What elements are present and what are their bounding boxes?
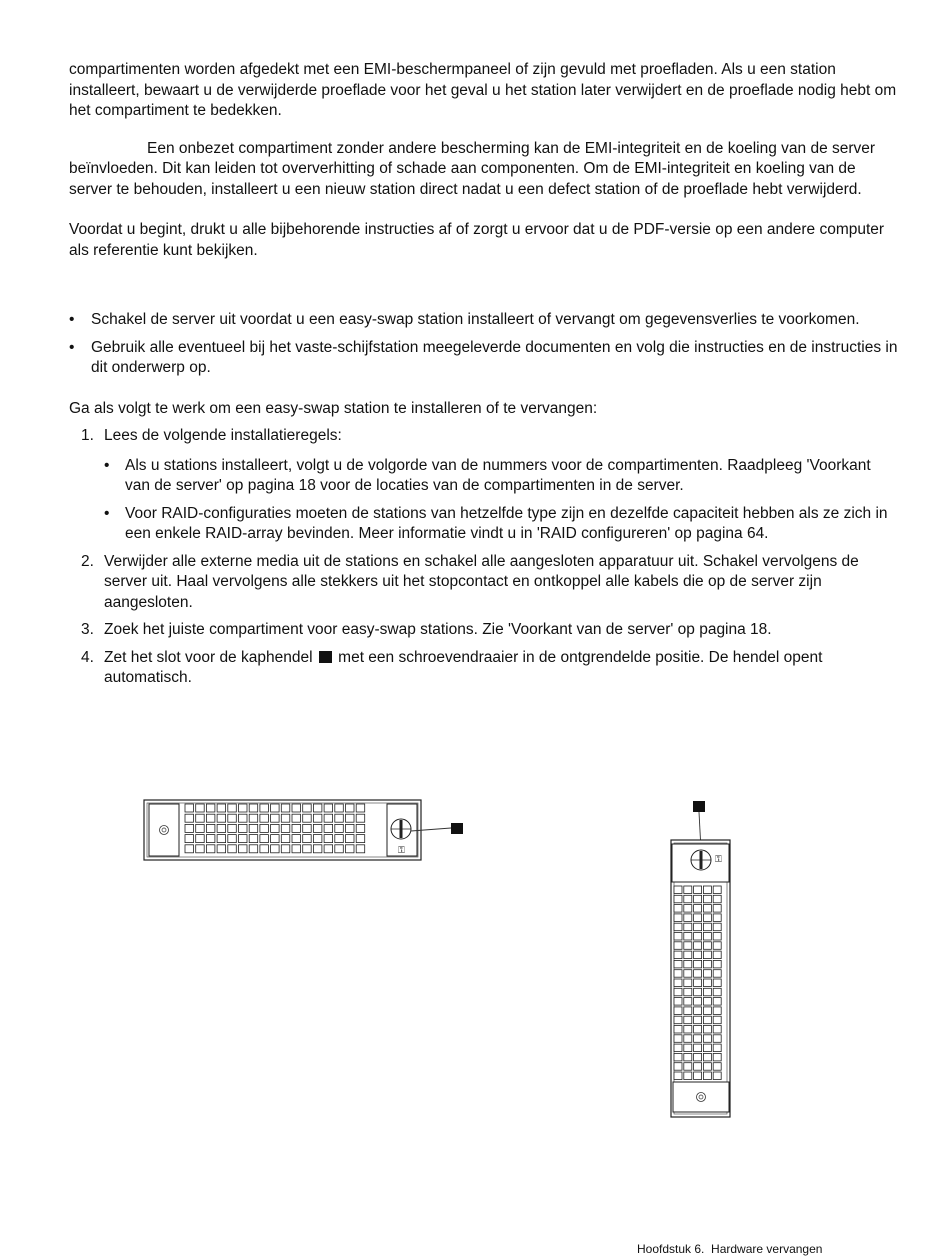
callout-marker-icon (319, 651, 332, 663)
vent-grid (185, 804, 365, 853)
horizontal-drive-illustration (140, 795, 470, 867)
step-text: Lees de volgende installatieregels: (104, 427, 342, 444)
step-3 (69, 620, 899, 641)
precaution-item: • Schakel de server uit voordat u een easy-swap station installeert of vervangt om gegevensverlies te voorkomen. (69, 310, 899, 331)
steps-intro: Ga als volgt te werk om een easy-swap station te installeren of te vervangen: (69, 399, 598, 417)
step-text: Verwijder alle externe media uit de stations en schakel alle aangesloten apparatuur uit. Schakel vervolgens de server uit. Haal vervolgens alle stekkers uit het stopcontact en ontkoppel alle kabels die op de server zijn aangesloten. (104, 552, 859, 611)
step-number: 1. (81, 427, 94, 444)
callout-marker-icon (451, 823, 463, 834)
step-number: 3. (81, 621, 94, 638)
step-1 (69, 426, 899, 545)
precaution-list (69, 310, 899, 379)
document-body (69, 60, 899, 696)
footer-chapter: Hoofdstuk 6. (637, 1242, 705, 1256)
paragraph-before-start: Voordat u begint, drukt u alle bijbehorende instructies af of zorgt u ervoor dat u de PDF-versie op een andere computer als referentie kunt bekijken. (69, 221, 885, 259)
rule-item: • Voor RAID-configuraties moeten de stations van hetzelfde type zijn en dezelfde capaciteit hebben als ze zich in een enkele RAID-array bevinden. Meer informatie vindt u in 'RAID configureren' op pagina 64. (104, 504, 899, 545)
svg-text:⚿: ⚿ (715, 855, 722, 865)
step-text-before: Zet het slot voor de kaphendel (104, 648, 313, 666)
step-number: 2. (81, 552, 94, 570)
rules-list (104, 456, 899, 545)
footer-title: Hardware vervangen (711, 1242, 823, 1256)
step-text-after: met een schroevendraaier in de ontgrendelde positie. De hendel opent automatisch. (104, 648, 823, 686)
svg-text:⚿: ⚿ (398, 846, 405, 856)
paragraph-intro: compartimenten worden afgedekt met een EMI-beschermpaneel of zijn gevuld met proefladen. Als u een station installeert, bewaart u de verwijderde proeflade voor het geval u het station later verwijdert en de proeflade nodig hebt om het compartiment te bedekken. (69, 61, 897, 119)
step-4 (69, 648, 899, 689)
rule-item: • Als u stations installeert, volgt u de volgorde van de nummers voor de compartimenten. Raadpleeg 'Voorkant van de server' op pagina 18 voor de locaties van de compartimenten in de server. (104, 456, 899, 497)
step-text: Zoek het juiste compartiment voor easy-swap stations. Zie 'Voorkant van de server' op pagina 18. (104, 621, 772, 638)
step-2 (69, 552, 899, 614)
vertical-drive-illustration (665, 798, 737, 1123)
paragraph-emi: Een onbezet compartiment zonder andere bescherming kan de EMI-integriteit en de koeling van de server beïnvloeden. Dit kan leiden tot oververhitting of schade aan componenten. Om de EMI-integriteit en koeling van de server te behouden, installeert u een nieuw station direct nadat u een defect station of de proeflade hebt verwijderd. (69, 139, 876, 198)
callout-marker-icon (693, 801, 705, 812)
step-number: 4. (81, 648, 94, 666)
vent-grid (674, 886, 721, 1080)
page-footer (637, 1242, 822, 1256)
steps-list (69, 426, 899, 689)
precaution-item: • Gebruik alle eventueel bij het vaste-schijfstation meegeleverde documenten en volg die instructies en de instructies in dit onderwerp op. (69, 338, 899, 379)
